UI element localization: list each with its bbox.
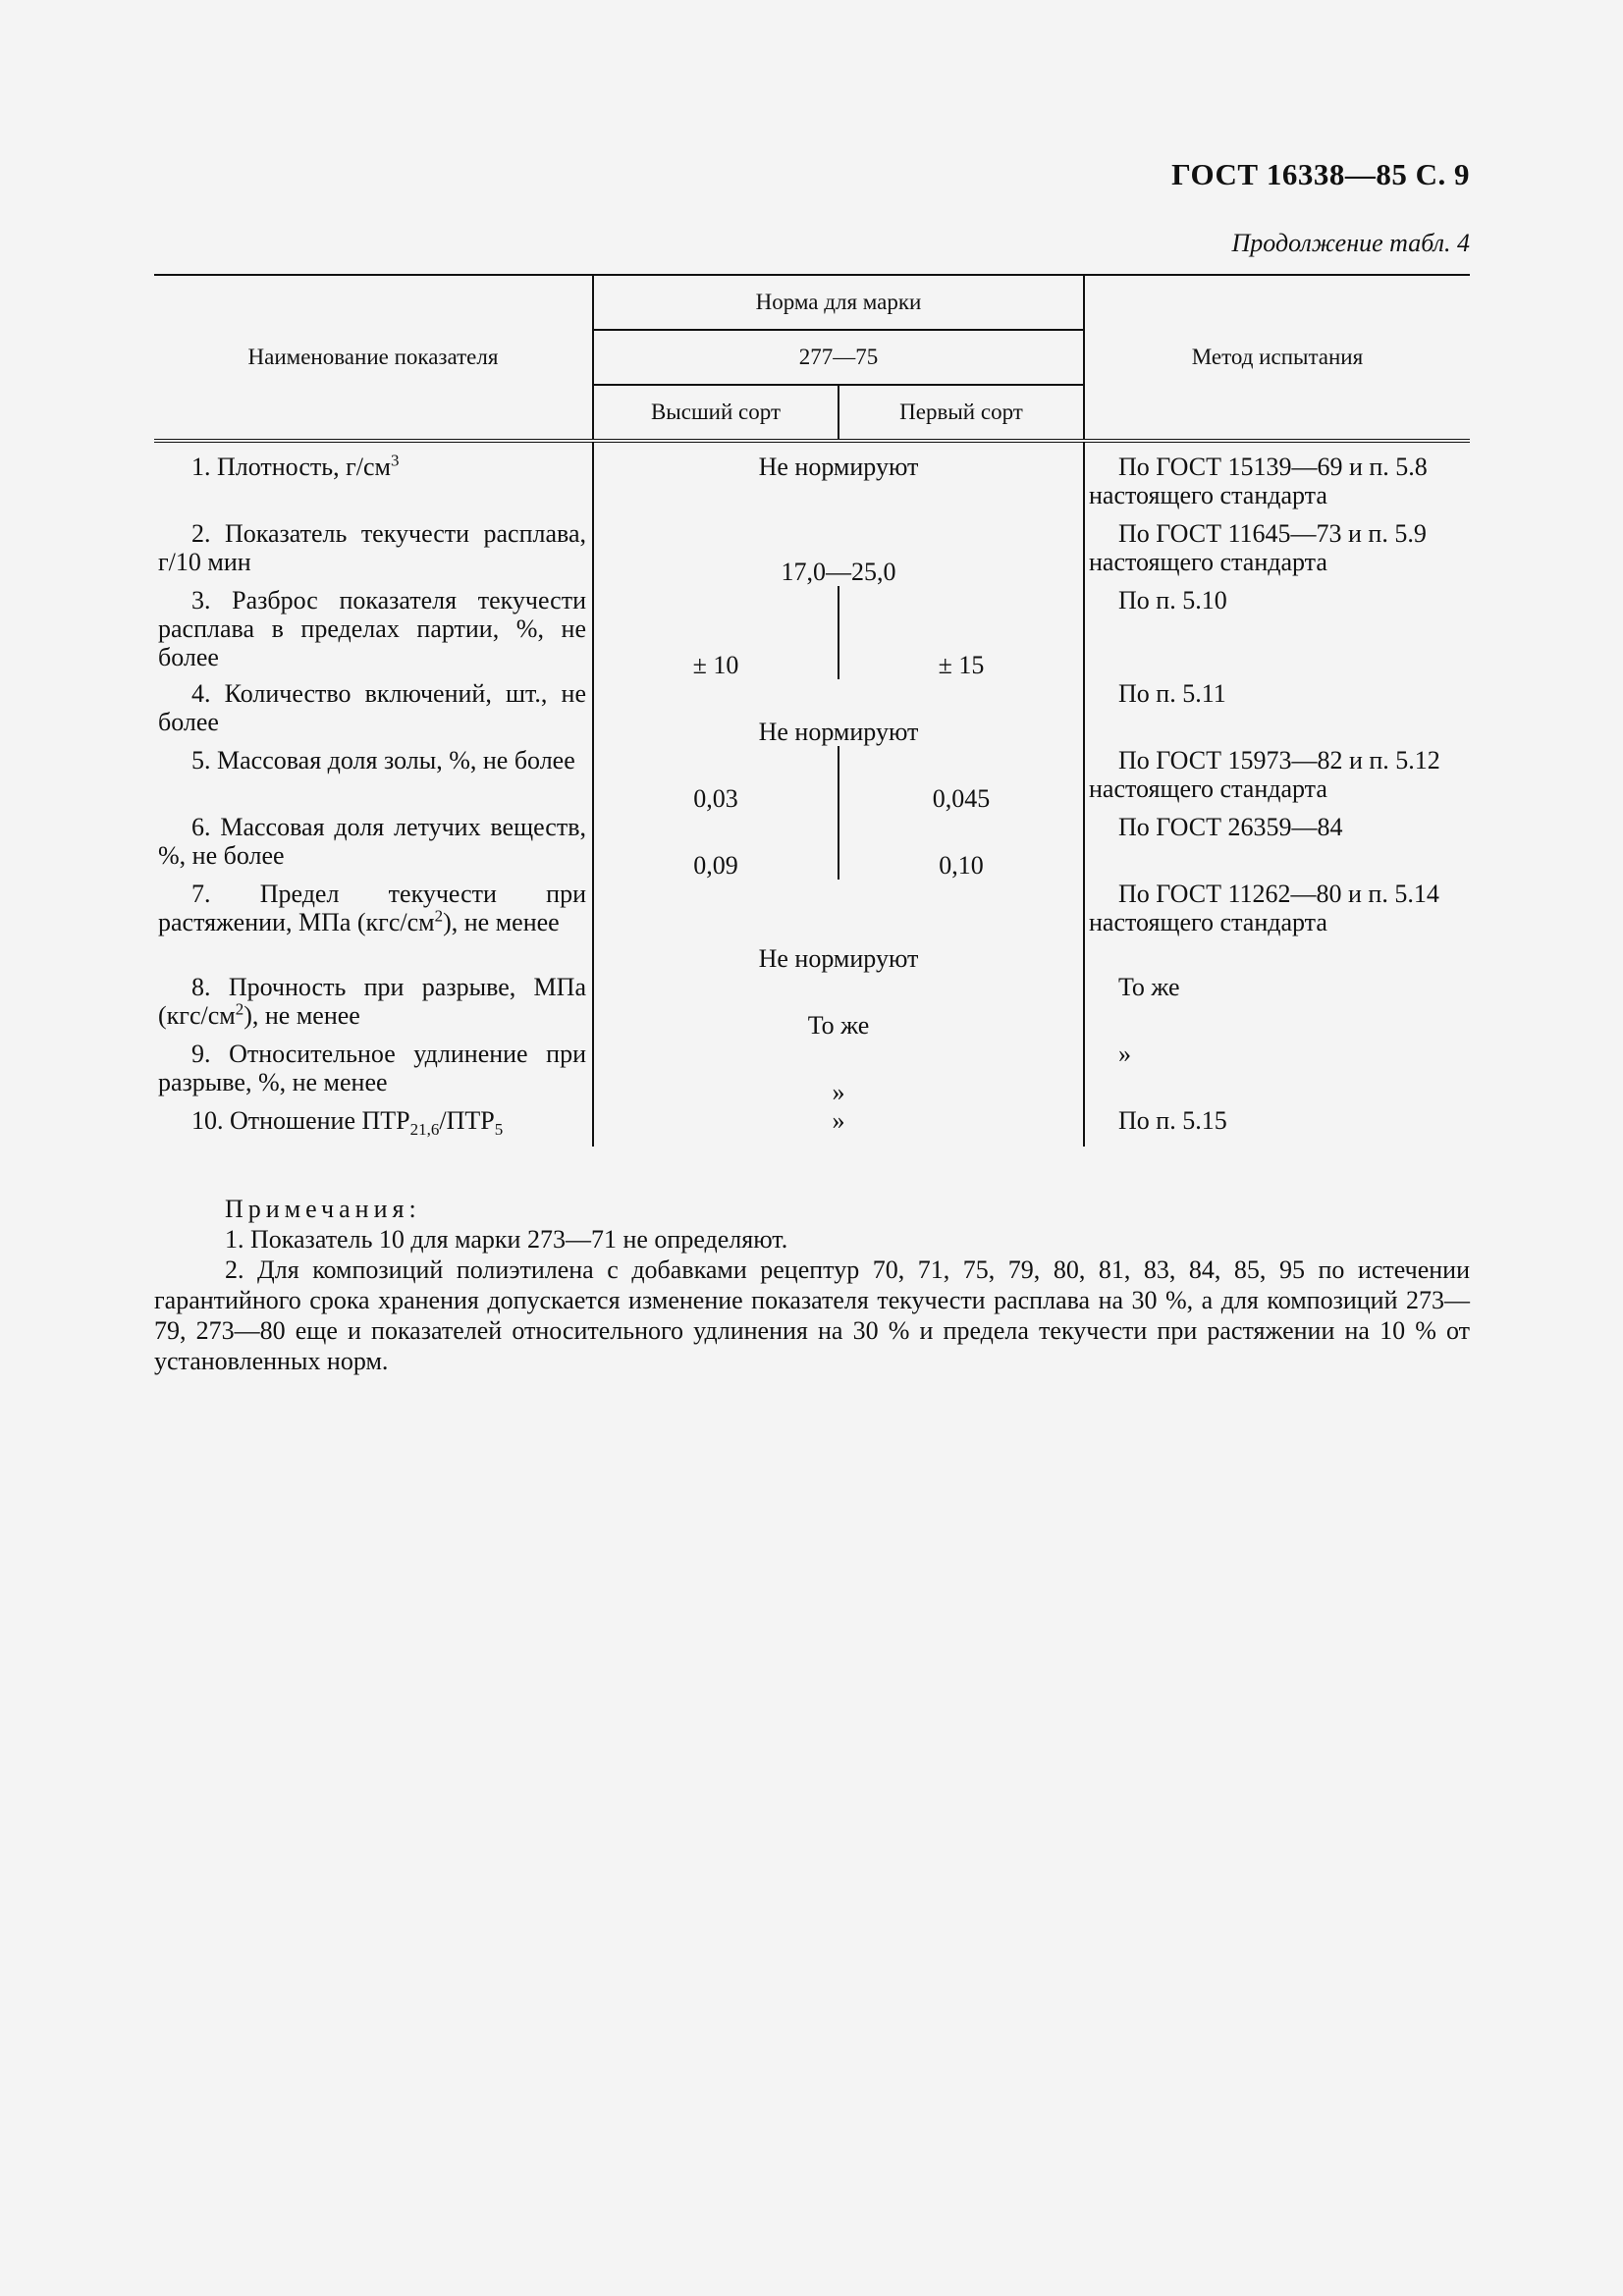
table-row (154, 746, 1470, 813)
row-value: » (832, 1106, 845, 1135)
table-row: 8. Прочность при разрыве, МПа $(кгс/см^2)$, не менее То же То же (154, 973, 1470, 1040)
row-value: То же (807, 1011, 870, 1040)
row-name: 2. Показатель текучести расплава, г/10 мин (158, 519, 586, 576)
row-value-first: 0,10 (939, 851, 984, 880)
header-grade: 277—75 (593, 330, 1084, 385)
table-row (154, 519, 1470, 586)
row-value: » (832, 1078, 845, 1106)
row-method: По ГОСТ 15973—82 и п. 5.12 настоящего стандарта (1084, 746, 1470, 813)
row-method: По ГОСТ 11262—80 и п. 5.14 настоящего стандарта (1084, 880, 1470, 973)
table-row (154, 1040, 1470, 1106)
row-value-high: 0,09 (593, 813, 839, 880)
row-value: Не нормируют (758, 944, 919, 973)
row-value: Не нормируют (758, 453, 919, 481)
note-2: 2. Для композиций полиэтилена с добавками рецептур 70, 71, 75, 79, 80, 81, 83, 84, 85, 95 по истечении гарантийного срока хранения допускается изменение показателя текучести расплава на 30 %, а для композиций 273—79, 273—80 еще и показателей относительного удлинения на 30 % и предела текучести при растяжении на 10 % от установленных норм. (154, 1255, 1470, 1375)
document-title: ГОСТ 16338—85 С. 9 (1171, 157, 1470, 191)
notes-section (154, 1194, 1470, 1376)
table-row: 1. Плотность, $г/см^3$ Не нормируют По ГОСТ 15139—69 и п. 5.8 настоящего стандарта (154, 453, 1470, 519)
row-name: 7. Предел текучести при растяжении, МПа (кгс/см (158, 880, 586, 936)
table-row (154, 679, 1470, 746)
row-name: 8. Прочность при разрыве, МПа (кгс/см (158, 973, 586, 1030)
row-method: По п. 5.11 (1084, 679, 1470, 746)
row-value-first: 0,045 (932, 784, 991, 813)
row-value: Не нормируют (758, 718, 919, 746)
row-name: 1. Плотность, г/см (191, 453, 391, 481)
table-row (154, 586, 1470, 679)
notes-title: Примечания: (225, 1195, 421, 1223)
row-method: По ГОСТ 15139—69 и п. 5.8 настоящего стандарта (1084, 453, 1470, 519)
table-4-continuation (154, 274, 1470, 1147)
row-method: То же (1084, 973, 1470, 1040)
row-name: 6. Массовая доля летучих веществ, %, не более (158, 813, 586, 870)
header-high-grade: Высший сорт (593, 385, 839, 441)
row-method: По п. 5.10 (1084, 586, 1470, 679)
header-indicator-name: Наименование показателя (154, 275, 593, 441)
header-first-grade: Первый сорт (839, 385, 1084, 441)
row-method: По п. 5.15 (1084, 1106, 1470, 1147)
table-row: 7. Предел текучести при растяжении, МПа $(кгс/см^2)$, не менее Не нормируют По ГОСТ 11262—80 и п. 5.14 настоящего стандарта (154, 880, 1470, 973)
header-test-method: Метод испытания (1084, 275, 1470, 441)
row-value-high: 0,03 (593, 746, 839, 813)
row-value-first: ± 15 (938, 651, 985, 679)
row-method: По ГОСТ 26359—84 (1084, 813, 1470, 880)
row-name: 3. Разброс показателя текучести расплава в пределах партии, %, не более (158, 586, 586, 671)
row-name: 4. Количество включений, шт., не более (158, 679, 586, 736)
row-method: » (1084, 1040, 1470, 1106)
header-norm: Норма для марки (593, 275, 1084, 330)
row-name: 10. Отношение ПТР (191, 1106, 410, 1135)
row-value: 17,0—25,0 (781, 558, 896, 586)
table-continuation-label: Продолжение табл. 4 (1231, 229, 1470, 257)
row-name: 9. Относительное удлинение при разрыве, %, не менее (158, 1040, 586, 1096)
row-method: По ГОСТ 11645—73 и п. 5.9 настоящего стандарта (1084, 519, 1470, 586)
note-1: 1. Показатель 10 для марки 273—71 не определяют. (225, 1225, 788, 1254)
table-row (154, 813, 1470, 880)
row-name: 5. Массовая доля золы, %, не более (191, 746, 575, 774)
table-row: 10. Отношение $ПТР_{21,6}/ПТР_5$ » По п. 5.15 (154, 1106, 1470, 1147)
row-value-high: ± 10 (593, 586, 839, 679)
